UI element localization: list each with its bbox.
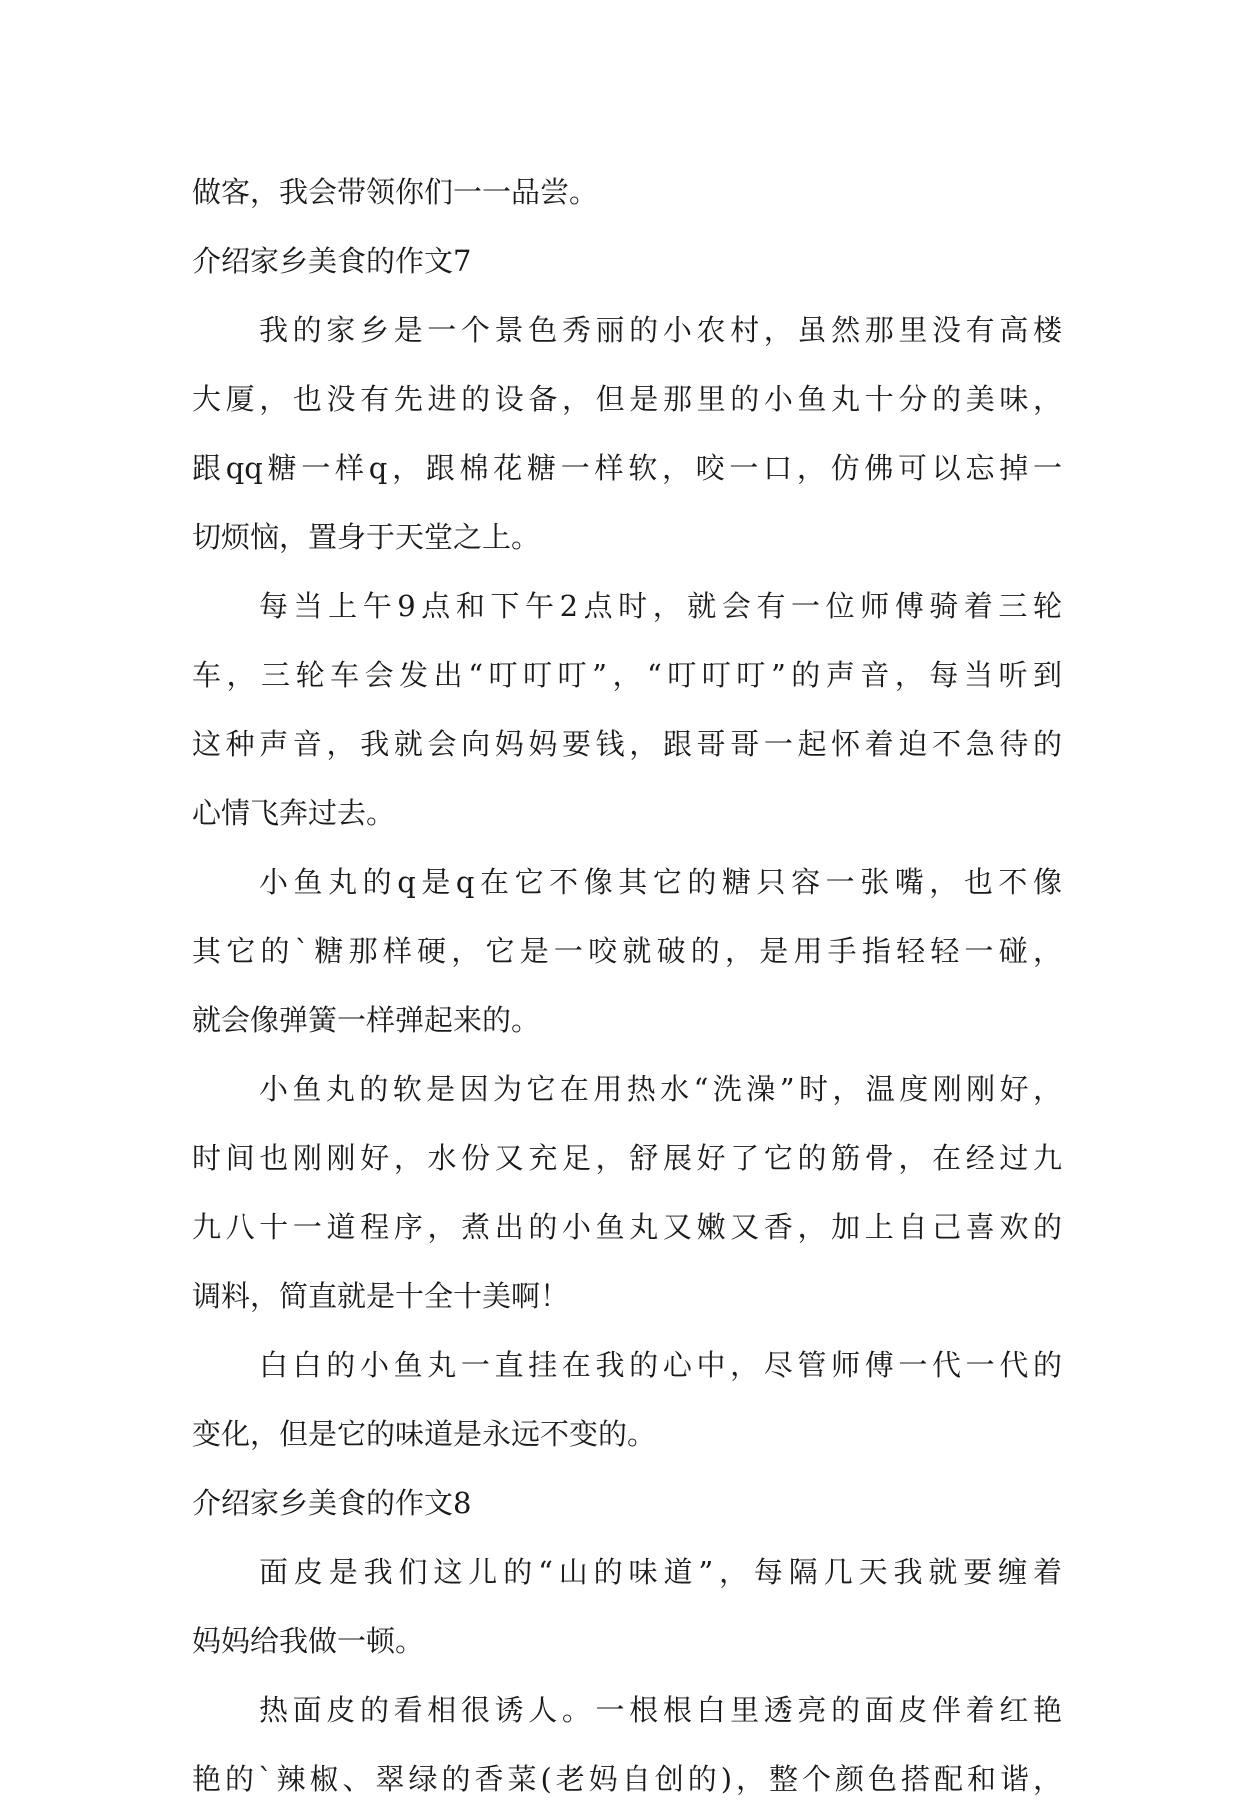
text-line: 就会像弹簧一样弹起来的。 bbox=[192, 1003, 541, 1037]
document-body bbox=[192, 158, 1062, 1814]
text-line: 跟qq糖一样q，跟棉花糖一样软，咬一口，仿佛可以忘掉一 bbox=[192, 451, 1062, 485]
paragraph-first-line: 小鱼丸的软是因为它在用热水“洗澡”时，温度刚刚好， bbox=[259, 1072, 1062, 1106]
text-line: 变化，但是它的味道是永远不变的。 bbox=[192, 1417, 657, 1451]
text-line: 时间也刚刚好，水份又充足，舒展好了它的筋骨，在经过九 bbox=[192, 1141, 1062, 1175]
text-line: 大厦，也没有先进的设备，但是那里的小鱼丸十分的美味， bbox=[192, 382, 1062, 416]
text-line: 车，三轮车会发出“叮叮叮”，“叮叮叮”的声音，每当听到 bbox=[192, 658, 1062, 692]
text-line: 其它的`糖那样硬，它是一咬就破的，是用手指轻轻一碰， bbox=[192, 934, 1062, 968]
text-line: 九八十一道程序，煮出的小鱼丸又嫩又香，加上自己喜欢的 bbox=[192, 1210, 1062, 1244]
paragraph-first-line: 面皮是我们这儿的“山的味道”，每隔几天我就要缠着 bbox=[259, 1555, 1062, 1589]
text-line: 心情飞奔过去。 bbox=[192, 796, 396, 830]
section-heading: 介绍家乡美食的作文7 bbox=[192, 244, 472, 278]
text-line: 艳的`辣椒、翠绿的香菜(老妈自创的)，整个颜色搭配和谐， bbox=[192, 1762, 1062, 1796]
text-line: 这种声音，我就会向妈妈要钱，跟哥哥一起怀着迫不急待的 bbox=[192, 727, 1062, 761]
text-line: 切烦恼，置身于天堂之上。 bbox=[192, 520, 541, 554]
text-line: 调料，简直就是十全十美啊！ bbox=[192, 1279, 570, 1313]
paragraph-first-line: 每当上午9点和下午2点时，就会有一位师傅骑着三轮 bbox=[259, 589, 1062, 623]
text-line: 做客，我会带领你们一一品尝。 bbox=[192, 175, 599, 209]
paragraph-first-line: 我的家乡是一个景色秀丽的小农村，虽然那里没有高楼 bbox=[259, 313, 1062, 347]
paragraph-first-line: 热面皮的看相很诱人。一根根白里透亮的面皮伴着红艳 bbox=[259, 1693, 1062, 1727]
section-heading: 介绍家乡美食的作文8 bbox=[192, 1486, 472, 1520]
paragraph-first-line: 白白的小鱼丸一直挂在我的心中，尽管师傅一代一代的 bbox=[259, 1348, 1062, 1382]
paragraph-first-line: 小鱼丸的q是q在它不像其它的糖只容一张嘴，也不像 bbox=[259, 865, 1062, 899]
text-line: 妈妈给我做一顿。 bbox=[192, 1624, 425, 1658]
